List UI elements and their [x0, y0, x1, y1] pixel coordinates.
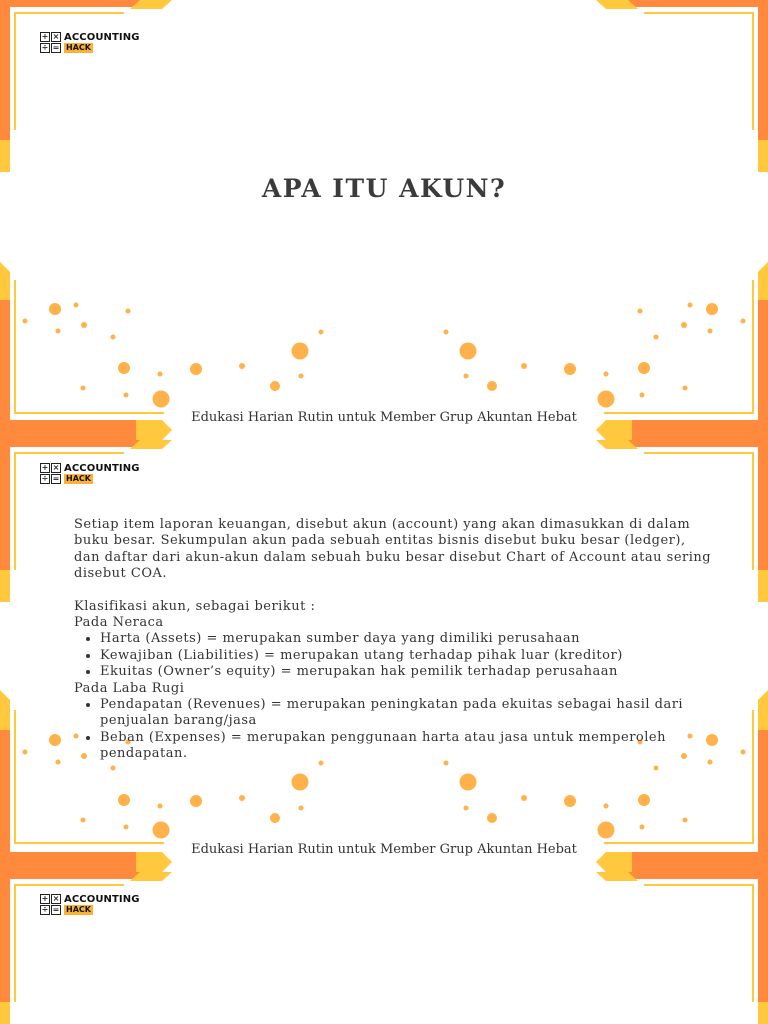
- accounting-hack-logo: [40, 894, 140, 915]
- list-item: • Kewajiban (Liabilities) = merupakan utang terhadap pihak luar (kreditor): [100, 648, 714, 664]
- list-item: • Pendapatan (Revenues) = merupakan peningkatan pada ekuitas sebagai hasil dari penjualan barang/jasa: [100, 697, 714, 730]
- logo-text-top: ACCOUNTING: [64, 894, 140, 905]
- list-item: • Harta (Assets) = merupakan sumber daya yang dimiliki perusahaan: [100, 631, 714, 647]
- article-body: [74, 517, 714, 763]
- logo-text-bottom: HACK: [66, 43, 91, 52]
- slide-title: [0, 0, 768, 440]
- logo-text-top: ACCOUNTING: [64, 463, 140, 474]
- calculator-icon: + × ÷ =: [41, 32, 60, 52]
- decorative-frame: [0, 0, 768, 440]
- logo-text-bottom: HACK: [66, 905, 91, 914]
- calculator-icon: + × ÷ =: [41, 463, 60, 483]
- accounting-hack-logo: [40, 32, 140, 53]
- neraca-list: [74, 631, 714, 680]
- classification-heading: Klasifikasi akun, sebagai berikut :: [74, 598, 316, 614]
- neraca-heading: Pada Neraca: [74, 615, 164, 631]
- slide-next: [0, 872, 768, 1024]
- list-item: • Beban (Expenses) = merupakan penggunaan harta atau jasa untuk memperoleh pendapatan.: [100, 730, 714, 763]
- slide-content: [0, 440, 768, 872]
- calculator-icon: + × ÷ =: [41, 894, 60, 914]
- labarugi-list: [74, 697, 714, 763]
- logo-text-bottom: HACK: [66, 474, 91, 483]
- footer-tagline: Edukasi Harian Rutin untuk Member Grup Akuntan Hebat: [191, 842, 577, 857]
- intro-paragraph: Setiap item laporan keuangan, disebut akun (account) yang akan dimasukkan di dalam buku besar. Sekumpulan akun pada sebuah entitas bisnis disebut buku besar (ledger), dan daftar dari akun-akun dalam sebuah buku besar disebut Chart of Account atau sering disebut COA.: [74, 517, 712, 582]
- page-title: APA ITU AKUN?: [261, 174, 507, 203]
- logo-text-top: ACCOUNTING: [64, 32, 140, 43]
- footer-tagline: Edukasi Harian Rutin untuk Member Grup Akuntan Hebat: [191, 410, 577, 425]
- labarugi-heading: Pada Laba Rugi: [74, 680, 185, 696]
- accounting-hack-logo: [40, 463, 140, 484]
- list-item: • Ekuitas (Owner’s equity) = merupakan hak pemilik terhadap perusahaan: [100, 664, 714, 680]
